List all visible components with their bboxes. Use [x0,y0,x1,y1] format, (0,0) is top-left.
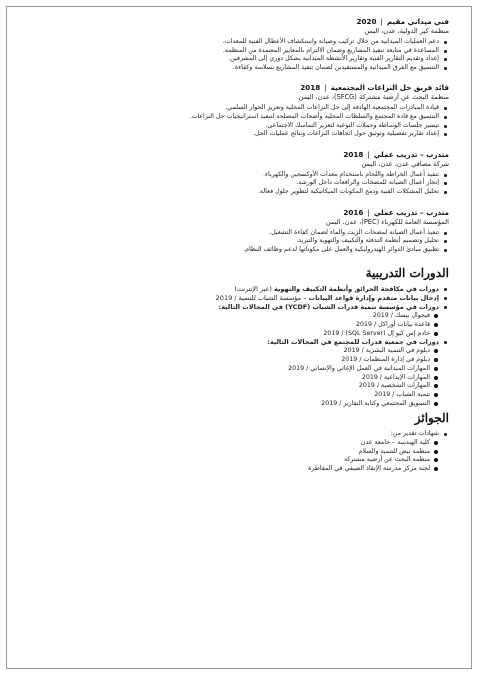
award-item: منظمة نبض للتنمية والسلام [23,448,430,457]
job-title: قائد فريق حل النزاعات المجتمعية [330,83,449,93]
award-item: لجنة مركز مدرسة الإنقاذ الصيفي في المقاطرة [23,465,430,474]
job-title: فني ميداني مقيم [386,17,449,26]
course-subitem: دبلوم في إدارة المنظمات / 2019 [23,356,430,365]
job-year: 2018 [343,149,364,159]
awards-intro: شهادات تقدير من: [390,430,439,438]
course-item [23,294,439,303]
job-duty: تنفيذ أعمال الخراطة واللحام باستخدام معدات الأوكسجين والكهرباء. [23,171,439,180]
course-subitem: قاعدة بيانات أوراكل / 2019 [23,321,430,330]
job-year: 2016 [343,207,364,217]
course-subitem: خادم إس كيو إل (SQL Server) / 2019 [23,330,430,339]
job-duty: تنفيذ أعمال الصيانة لمضخات الزيت والماء لضمان كفاءة التشغيل. [23,229,439,238]
job-title-line [23,17,449,27]
job-duty: إنجاز أعمال الصيانة للمضخات والرافعات داخل الورشة. [23,179,439,188]
course-subitem: المهارات الإبداعية / 2019 [23,374,430,383]
awards-intro-item [23,430,439,473]
course-item [23,338,439,408]
separator: | [380,17,383,26]
experience-entry [23,208,449,255]
job-duties [23,104,449,138]
job-duty: المساعدة في متابعة تنفيذ المشاريع وضمان الالتزام بالمعايير المعتمدة من المنظمة. [23,47,439,56]
job-org: منظمة البحث عن أرضية مشتركة (SFCG)، عدن، اليمن [298,93,449,102]
resume-page [6,6,472,669]
experience-entry [23,83,449,138]
course-item [23,303,439,338]
job-duty: تيسير جلسات الوساطة وحملات التوعية لتعزيز التماسك الاجتماعي. [23,122,439,131]
job-duty: دعم العمليات الميدانية من خلال تركيب وصيانة واستكشاف الأعطال الفنية للمعدات. [23,38,439,47]
courses-list [23,285,449,408]
job-duty: إعداد تقارير تفصيلية وتوثيق حول اتجاهات النزاعات ونتائج عمليات الحل. [23,130,439,139]
course-subitem: المهارات الشخصية / 2019 [23,382,430,391]
job-duty: تحليل وتصميم أنظمة التدفئة والتكييف والتهوية والتبريد. [23,237,439,246]
separator: | [324,83,327,93]
course-subitem: تنمية الشباب / 2019 [23,391,430,400]
job-title: متدرب – تدريب عملي [373,207,449,217]
job-duty: تحليل المشكلات الفنية ودمج المكونات الميكانيكية لتطوير حلول فعالة. [23,188,439,197]
awards-heading: الجوائز [414,411,449,426]
award-item: كلية الهندسة – جامعة عدن [23,439,430,448]
job-duties [23,229,449,255]
resume-content [23,17,449,474]
job-title-line [23,150,449,160]
course-subitem: دبلوم في التنمية البشرية / 2019 [23,347,430,356]
course-sublist [23,347,439,408]
course-title: إدخال بيانات متقدم وإدارة قواعد البيانات [308,294,439,303]
course-detail: (عبر الإنترنت) [234,285,275,294]
experience-entry [23,150,449,197]
course-title: دورات في مكافحة الحرائق وأنظمة التكييف والتهوية [274,285,439,294]
job-duties [23,38,449,72]
course-subitem: المهارات الميدانية في العمل الإغاثي والإنساني / 2019 [23,365,430,374]
job-duty: قيادة المبادرات المجتمعية الهادفة إلى حل النزاعات المحلية وتعزيز الحوار السلمي. [23,104,439,113]
job-title: متدرب – تدريب عملي [373,149,449,159]
job-duty: التنسيق مع قادة المجتمع والسلطات المحلية وأصحاب المصلحة لتنفيذ استراتيجيات حل النزاعات. [23,113,439,122]
job-duty: تطبيق مبادئ الدوائر الهيدروليكية والعمل على مكوناتها لدعم وظائف النظام. [23,246,439,255]
course-title: دورات في مؤسسة تنمية قدرات الشباب (YCDF) في المجالات التالية: [218,303,439,312]
award-item: منظمة البحث عن أرضية مشتركة [23,456,430,465]
course-detail: – مؤسسة الشباب للتنمية / 2019 [215,294,309,303]
experience-entry [23,17,449,72]
job-duty: التنسيق مع الفرق الميدانية والمستفيدين لضمان تنفيذ المشاريع بسلاسة وكفاءة. [23,64,439,73]
course-title: دورات في جمعية قدرات للمجتمع في المجالات التالية: [267,338,439,347]
job-year: 2018 [300,83,321,93]
awards-list [23,430,449,473]
awards-sublist [23,439,439,474]
separator: | [367,149,370,159]
job-title-line [23,208,449,218]
course-subitem: التسويق المجتمعي وكتابة التقارير / 2019 [23,400,430,409]
job-year: 2020 [356,17,377,26]
courses-heading: الدورات التدريبية [365,266,449,281]
job-duties [23,171,449,197]
separator: | [367,207,370,217]
job-duty: إعداد وتقديم التقارير الفنية وتقارير الأنشطة الميدانية بشكل دوري إلى المشرفين. [23,55,439,64]
job-org: شركة مصافي عدن، عدن، اليمن [361,159,449,168]
job-title-line [23,83,449,93]
course-subitem: فيجوال بيسك / 2019 [23,312,430,321]
job-org: المؤسسة العامة للكهرباء (PEC)، عدن، اليمن [325,217,449,226]
job-org: منظمة كير الدولية، عدن، اليمن [364,27,449,35]
course-sublist [23,312,439,338]
course-item [23,285,439,294]
